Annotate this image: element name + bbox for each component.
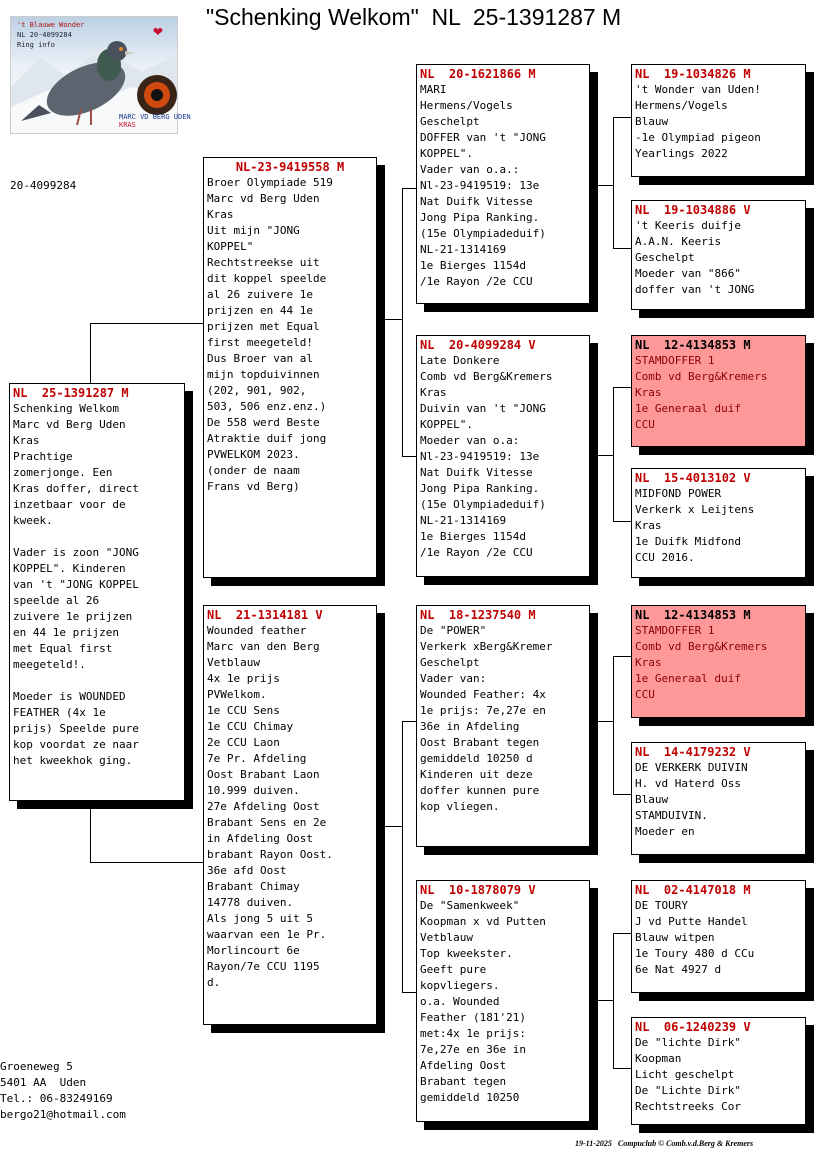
connector-line <box>376 319 402 320</box>
connector-line <box>613 117 632 118</box>
card-text: Schenking Welkom Marc vd Berg Uden Kras Prachtige zomerjonge. Een Kras doffer, direct inzetbaar voor de kweek. Vader is zoon "JONG KOPPEL". Kinderen van 't "JONG KOPPEL speelde al 26 zuivere 1e prijzen en 44 1e prijzen met Equal first meegeteld!. Moeder is WOUNDED FEATHER (4x 1e prijs) Speelde pure kop voordat ze naar het kweekhok ging. <box>13 402 139 767</box>
connector-line <box>613 387 614 521</box>
page-title: "Schenking Welkom" NL 25-1391287 M <box>206 4 622 30</box>
connector-line <box>402 188 403 456</box>
card-text: DE VERKERK DUIVIN H. vd Haterd Oss Blauw STAMDUIVIN. Moeder en <box>635 761 748 838</box>
connector-line <box>613 656 632 657</box>
card-text: De "Samenkweek" Koopman x vd Putten Vetblauw Top kweekster. Geeft pure kopvliegers. o.a. Wounded Feather (181'21) met:4x 1e prijs: 7e,27e en 36e in Afdeling Oost Brabant tegen gemiddeld 10250 <box>420 899 546 1104</box>
connector-line <box>589 721 613 722</box>
card-dam[interactable] <box>203 605 377 1025</box>
ring-number: NL-23-9419558 M <box>235 160 345 174</box>
ring-number: NL 20-4099284 V <box>420 338 536 352</box>
connector-line <box>613 656 614 794</box>
card-text: MARI Hermens/Vogels Geschelpt DOFFER van 't "JONG KOPPEL". Vader van o.a.: Nl-23-9419519: 13e Nat Duifk Vitesse Jong Pipa Ranking. (15e Olympiadeduif) NL-21-1314169 1e Bierges 1154d /1e Rayon /2e CCU <box>420 83 546 288</box>
connector-line <box>613 387 632 388</box>
pigeon-photo <box>10 16 191 134</box>
card-dsd[interactable] <box>631 742 806 855</box>
card-main-pigeon[interactable] <box>9 383 185 801</box>
footer-credit: 19-11-2025 Compuclub © Comb.v.d.Berg & Kremers <box>575 1139 754 1148</box>
connector-line <box>402 456 417 457</box>
ring-number: NL 20-1621866 M <box>420 67 536 81</box>
address-email[interactable]: bergo21@hotmail.com <box>0 1108 126 1121</box>
ring-number: NL 06-1240239 V <box>635 1020 751 1034</box>
card-text: De "lichte Dirk" Koopman Licht geschelpt De "Lichte Dirk" Rechtstreeks Cor <box>635 1036 741 1113</box>
connector-line <box>613 933 632 934</box>
connector-line <box>613 248 632 249</box>
photo-text-2: NL 20-4099284 <box>17 31 72 39</box>
ring-number: NL 21-1314181 V <box>207 608 323 622</box>
ring-number: NL 12-4134853 M <box>635 338 751 352</box>
card-text: 't Keeris duifje A.A.N. Keeris Geschelpt Moeder van "866" doffer van 't JONG <box>635 219 755 296</box>
card-text: De "POWER" Verkerk xBerg&Kremer Geschelpt Vader van: Wounded Feather: 4x 1e prijs: 7e,27e en 36e in Afdeling Oost Brabant tegen gemiddeld 10250 d Kinderen uit deze doffer kunnen pure kop vliegen. <box>420 624 553 813</box>
connector-line <box>376 826 402 827</box>
connector-line <box>402 188 417 189</box>
ring-number: NL 19-1034886 V <box>635 203 751 217</box>
card-text: Wounded feather Marc van den Berg Vetblauw 4x 1e prijs PVWelkom. 1e CCU Sens 1e CCU Chimay 2e CCU Laon 7e Pr. Afdeling Oost Brabant Laon 10.999 duiven. 27e Afdeling Oost Brabant Sens en 2e in Afdeling Oost brabant Rayon Oost. 36e afd Oost Brabant Chimay 14778 duiven. Als jong 5 uit 5 waarvan een 1e Pr. Morlincourt 6e Rayon/7e CCU 1195 d. <box>207 624 333 989</box>
connector-line <box>589 185 613 186</box>
card-text: MIDFOND POWER Verkerk x Leijtens Kras 1e Duifk Midfond CCU 2016. <box>635 487 755 564</box>
card-sds[interactable] <box>631 335 806 447</box>
connector-line <box>402 992 417 993</box>
ring-number: NL 25-1391287 M <box>13 386 129 400</box>
photo-text-1: 't Blauwe Wonder <box>17 21 85 29</box>
ring-number: NL 19-1034826 M <box>635 67 751 81</box>
address-street: Groeneweg 5 <box>0 1060 73 1073</box>
connector-line <box>90 806 91 863</box>
connector-line <box>402 721 403 992</box>
card-sire[interactable] <box>203 157 377 578</box>
heart-flag-icon: ❤ <box>153 21 163 40</box>
ring-number: NL 18-1237540 M <box>420 608 536 622</box>
card-dds[interactable] <box>631 880 806 993</box>
card-text: Late Donkere Comb vd Berg&Kremers Kras Duivin van 't "JONG KOPPEL". Moeder van o.a: Nl-23-9419519: 13e Nat Duifk Vitesse Jong Pipa Ranking. (15e Olympiadeduif) NL-21-1314169 1e Bierges 1154d /1e Rayon /2e CCU <box>420 354 553 559</box>
ring-number: NL 15-4013102 V <box>635 471 751 485</box>
card-text: STAMDOFFER 1 Comb vd Berg&Kremers Kras 1e Generaal duif CCU <box>635 354 768 431</box>
connector-line <box>613 521 632 522</box>
card-dss[interactable] <box>631 605 806 718</box>
connector-line <box>613 117 614 248</box>
connector-line <box>402 721 417 722</box>
card-text: 't Wonder van Uden! Hermens/Vogels Blauw -1e Olympiad pigeon Yearlings 2022 <box>635 83 761 160</box>
ring-number: NL 02-4147018 M <box>635 883 751 897</box>
photo-text-5: KRAS <box>119 121 136 129</box>
address-phone: Tel.: 06-83249169 <box>0 1092 113 1105</box>
connector-line <box>90 323 204 324</box>
card-dam-dam[interactable] <box>416 880 590 1122</box>
connector-line <box>613 1068 632 1069</box>
card-sss[interactable] <box>631 64 806 177</box>
owner-address <box>0 1059 126 1123</box>
connector-line <box>589 1000 613 1001</box>
card-sire-dam[interactable] <box>416 335 590 577</box>
connector-line <box>613 794 632 795</box>
card-ddd[interactable] <box>631 1017 806 1125</box>
card-text: Broer Olympiade 519 Marc vd Berg Uden Kras Uit mijn "JONG KOPPEL" Rechtstreekse uit dit koppel speelde al 26 zuivere 1e prijzen en 44 1e prijzen met Equal first meegeteld! Dus Broer van al mijn topduivinnen (202, 901, 902, 503, 506 enz.enz.) De 558 werd Beste Atraktie duif jong PVWELKOM 2023. (onder de naam Frans vd Berg) <box>207 176 333 493</box>
card-sire-sire[interactable] <box>416 64 590 304</box>
card-text: STAMDOFFER 1 Comb vd Berg&Kremers Kras 1e Generaal duif CCU <box>635 624 768 701</box>
card-ssd[interactable] <box>631 200 806 310</box>
connector-line <box>589 455 613 456</box>
ring-number: NL 14-4179232 V <box>635 745 751 759</box>
address-city: 5401 AA Uden <box>0 1076 87 1089</box>
ring-number: NL 10-1878079 V <box>420 883 536 897</box>
photo-text-4: MARC VD BERG UDEN <box>119 113 191 121</box>
card-dam-sire[interactable] <box>416 605 590 847</box>
card-sdd[interactable] <box>631 468 806 578</box>
connector-line <box>90 862 204 863</box>
connector-line <box>90 323 91 383</box>
side-ring-number: 20-4099284 <box>10 179 77 192</box>
photo-text-3: Ring info <box>17 41 55 49</box>
card-text: DE TOURY J vd Putte Handel Blauw witpen 1e Toury 480 d CCu 6e Nat 4927 d <box>635 899 755 976</box>
connector-line <box>613 933 614 1068</box>
ring-number: NL 12-4134853 M <box>635 608 751 622</box>
